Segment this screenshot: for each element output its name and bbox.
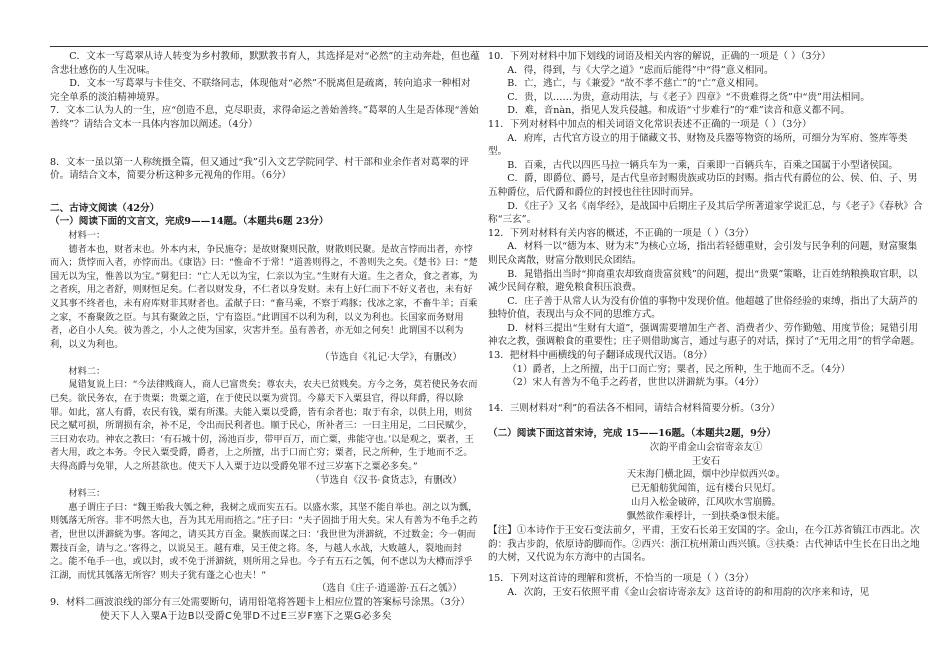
question-9-options: 使天下人入粟A于边B以受爵C免罪D不过E三岁F塞下之粟G必多矣 [100, 610, 392, 622]
material-1-label: 材料一： [68, 229, 106, 241]
material-3-citation: （选自《庄子·逍遥游·五石之瓠》） [316, 583, 462, 595]
subsection-2-heading: （二）阅读下面这首宋诗，完成 15——16题。（本题共2题，9分） [488, 428, 777, 440]
question-9: 9．材料二画波浪线的部分有三处需要断句，请用铅笔将答题卡上相应位置的答案标号涂黑。（3分） [50, 596, 470, 608]
right-column [488, 50, 924, 599]
q13-part-1: （1）爵者，上之所擅，出于口而亡穷；粟者，民之所种，生于地而不乏。（4分） [507, 363, 851, 375]
material-2-citation: （节选自《汉书·食货志》，有删改） [310, 474, 462, 486]
top-rule [50, 46, 928, 47]
q10-option-b: B．亡，逃亡，与《兼爱》“故不孝不慈亡”的“亡”意义相同。 [507, 78, 765, 90]
poem-line: 天末海门横北固，烟中沙岸似西兴②。 [626, 469, 786, 481]
question-11: 11．下列对材料中加点的相关词语文化常识表述不正确的一项是（ ）（3分） [488, 118, 812, 130]
question-12: 12．下列对材料有关内容的概述，不正确的一项是（ ）（3分） [488, 227, 754, 239]
q12-option-d: D．材料三提出“生财有大道”，强调需要增加生产者、消费者少、劳作勤勉、用度节俭；晁错引用神农之教，强调粮食的重要性；庄子则借助寓言，通过与惠子的对话，探讨了“无用之用”的哲学命题。 [488, 322, 920, 348]
material-2-text: 晁错复说上曰：“今法律贱商人，商人已富贵矣；尊农夫，农夫已贫贱矣。方今之务，莫若使民务农而已矣。欲民务农，在于贵粟；贵粟之道，在于使民以粟为赏罚。今募天下入粟县官，得以拜爵，得以除罪。如此，富人有爵，农民有钱，粟有所渫。夫能入粟以受爵，皆有余者也；取于有余，以供上用，则贫民之赋可损，所谓损有余，补不足，令出而民利者也。顺于民心，所补者三：一曰主用足，二曰民赋少，三曰劝农功。神农之教曰：‘有石城十仞，汤池百步，带甲百万，而亡粟，弗能守也。’以是观之，粟者，王者大用，政之本务。令民入粟受爵，爵者，上之所擅，出于口而亡穷；粟者，民之所种，生于地而不乏。夫得高爵与免罪，人之所甚欲也。使天下人入粟于边以受爵免罪不过三岁塞下之粟必多矣。” [50, 379, 478, 473]
poem-author: 王安石 [691, 455, 721, 467]
poem-line: 山月入松金破碎，江风吹水雪崩腾。 [630, 497, 781, 509]
option-c: C．文本一写葛翠从诗人转变为乡村教师，默默教书育人，其选择是对“必然”的主动奔赴，但也蕴含悲壮感伤的人生况味。 [50, 51, 480, 76]
q12-option-a: A．材料一以“德为本、财为末”为核心立场，指出若轻德重财，会引发与民争利的问题，财富聚集则民众离散，财富分散则民众团结。 [488, 241, 918, 266]
q10-option-a: A．得，得到，与《大学之道》“虑而后能得”中“得”意义相同。 [507, 64, 774, 76]
question-15: 15．下列对这首诗的理解和赏析，不恰当的一项是（ ）（3分） [488, 573, 754, 584]
poem-notes: 【注】①本诗作于王安石变法前夕，平甫，王安石长弟王安国的字。金山，在今江苏省镇江市西北。次韵：我古步韵，依原诗韵脚而作。②西兴：浙江杭州萧山西兴镇。③扶桑：古代神话中生长在日出之地的大树，又代说为东方海中的古国名。 [488, 525, 920, 564]
question-10: 10．下列对材料中加下划线的词语及相关内容的解说，正确的一项是（ ）（3分） [488, 51, 831, 62]
q13-part-2: （2）宋人有善为不龟手之药者，世世以洴澼絖为事。（4分） [507, 377, 765, 389]
poem-line: 已无船舫犹闻笛，远有楼台只见灯。 [630, 483, 781, 495]
poem-line: 飘然欲作乘桴计，一到扶桑③恨未能。 [626, 511, 786, 523]
option-d: D．文本一写葛翠与卡佳交、不联络同志，体现他对“必然”不脱离但是疏离，转向追求一种相对完全单系的淡泊精神境界。 [50, 78, 471, 103]
material-2-label: 材料二： [68, 365, 106, 377]
subsection-1-heading: （一）阅读下面的文言文，完成9——14题。（本题共6题 23分） [50, 216, 329, 228]
material-3-text: 惠子谓庄子曰：“魏王贻我大瓠之种，我树之成而实五石。以盛水浆，其坚不能自举也。剖之以为瓢，则瓠落无所容。非不呺然大也，吾为其无用而掊之。”庄子曰：“夫子固拙于用大矣。宋人有善为不龟手之药者，世世以洴澼絖为事。客闻之，请买其方百金。聚族而谋之曰：‘我世世为洴澼絖，不过数金；今一朝而鬻技百金，请与之。’客得之，以说吴王。越有难，吴王使之将。冬，与越人水战，大败越人，裂地而封之。能不龟手一也，或以封，或不免于洴澼絖，则所用之异也。今子有五石之瓠，何不虑以为大樽而浮乎江湖，而忧其瓠落无所容？则夫子犹有蓬之心也夫！” [50, 501, 478, 581]
material-1-text: 德者本也，财者末也。外本内末，争民施夺；是故财聚则民散，财散则民聚。是故言悖而出者，亦悖而入；货悖而入者，亦悖而出。《康诰》曰：“惟命不于常！”道善则得之，不善则失之矣。《楚书》曰：“楚国无以为宝，惟善以为宝。”舅犯曰：“亡人无以为宝，仁亲以为宝。”生财有大道。生之者众，食之者寡，为之者疾，用之者舒，则财恒足矣。仁者以财发身，不仁者以身发财。未有上好仁而下不好义者也，未有好义其事不终者也，未有府库财非其财者也。孟献子曰：“畜马乘，不察于鸡豚；伐冰之家，不畜牛羊；百乘之家，不畜聚敛之臣。与其有聚敛之臣，宁有盗臣。”此谓国不以利为利，以义为利也。长国家而务财用者，必自小人矣。彼为善之，小人之使为国家，灾害并至。虽有善者，亦无如之何矣！此谓国不以利为利，以义为利也。 [50, 243, 478, 350]
question-13: 13．把材料中画横线的句子翻译成现代汉语。（8分） [488, 350, 713, 362]
q15-option-a: A．次韵，王安石依照平甫《金山会宿诗寄亲友》这首诗的韵和用韵的次序来和诗，见 [507, 586, 870, 598]
section-2-heading: 二、古诗文阅读（42分） [50, 202, 160, 214]
q11-option-b: B．百乘，古代以四匹马拉一辆兵车为一乘，百乘即一百辆兵车，百乘之国属于小型诸侯国。 [507, 159, 898, 171]
q11-option-c: C．爵，即爵位、爵号，是古代皇帝封赐贵族或功臣的封赐。指古代有爵位的公、侯、伯、子、男五种爵位，后代爵和爵位的封授也往往因时而异。 [488, 173, 918, 198]
material-1-citation: （节选自《礼记·大学》，有删改） [319, 352, 462, 364]
question-7: 7．文本二认为人的一生，应“创造不息，克尽职责，求得命运之善始善终。”葛翠的人生是否体现“善始善终”？请结合文本一具体内容加以阐述。（4分） [50, 105, 479, 130]
q10-option-d: D．难，音nàn，指见人发兵侵越。和成语“寸步难行”的“难”读音和意义都不同。 [507, 105, 850, 117]
material-3-label: 材料三： [68, 488, 106, 500]
q11-option-d: D．《庄子》又名《南华经》，是战国中后期庄子及其后学所著道家学说汇总，与《老子》《春秋》合称“三玄”。 [488, 200, 923, 226]
left-column [50, 50, 480, 623]
q12-option-c: C．庄子善于从常人认为没有价值的事物中发现价值。他超越了世俗经验的束缚，指出了大葫芦的独特价值，表现出与众不同的思维方式。 [488, 295, 918, 321]
q12-option-b: B．晁错指出当时“抑商重农却致商贵富贫贱”的问题，提出“贵粟”策略，让百姓纳粮换取官职，以减少民间存粮，避免粮食积压浪费。 [488, 268, 918, 294]
q10-option-c: C．贵，以……为贵，意动用法，与《老子》四章》“不贵难得之货”中“贵”用法相同。 [507, 91, 870, 103]
q11-option-a: A．府库，古代官方设立的用于储藏文书、财物及兵器等物资的场所，可细分为军府、签库等类型。 [488, 132, 908, 158]
poem-title: 次韵平甫金山会宿寄亲友① [649, 442, 763, 454]
question-14: 14．三则材料对“利”的看法各不相同，请结合材料简要分析。（3分） [488, 402, 780, 414]
question-8: 8．文本一虽以第一人称统摄全篇，但又通过“我”引入文艺学院同学、村干部和业余作者对葛翠的评价。请结合文本，简要分析这种多元视角的作用。（6分） [50, 156, 469, 182]
